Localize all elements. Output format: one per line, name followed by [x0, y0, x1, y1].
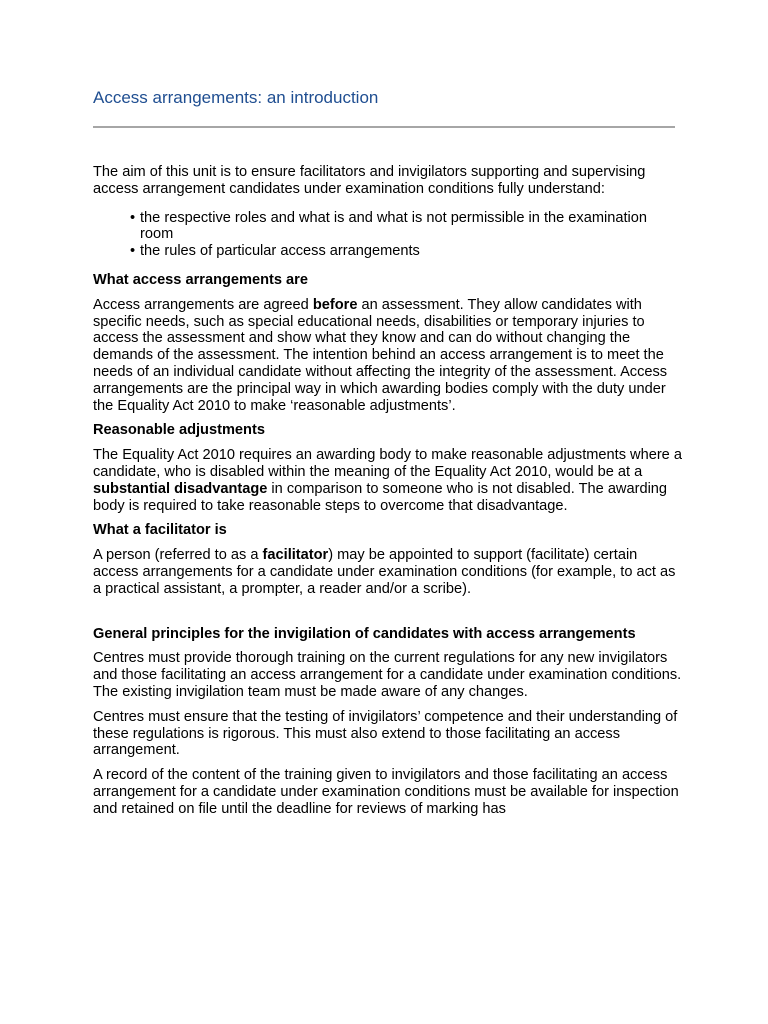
section-heading-what-are: What access arrangements are — [93, 271, 308, 288]
emphasis-text: facilitator — [262, 547, 329, 564]
reasonable-paragraph — [93, 447, 683, 514]
page-title: Access arrangements: an introduction — [93, 88, 379, 107]
title-divider — [93, 126, 675, 128]
general-paragraph-1: Centres must provide thorough training on the current regulations for any new invigilators and those facilitating an access arrangement for a candidate under examination conditions. The existing invigilation team must be made aware of any changes. — [93, 650, 682, 700]
text-run: in comparison to someone who is not disabled. The awarding body is required to take reasonable steps to overcome that disadvantage. — [93, 480, 668, 514]
what-are-paragraph — [93, 297, 683, 415]
facilitator-paragraph — [93, 547, 683, 597]
emphasis-text: before — [312, 296, 358, 313]
section-heading-reasonable: Reasonable adjustments — [93, 422, 265, 439]
bullet-icon: • — [130, 209, 136, 226]
list-item-text: the respective roles and what is and what is not permissible in the examination room — [140, 209, 647, 243]
text-run: The Equality Act 2010 requires an awarding body to make reasonable adjustments where a candidate, who is disabled within the meaning of the Equality Act 2010, would be at a — [93, 447, 682, 480]
section-heading-general: General principles for the invigilation of candidates with access arrangements — [93, 625, 636, 642]
text-run: an assessment. They allow candidates with specific needs, such as special educational needs, disabilities or temporary injuries to access the assessment and show what they know and can do without changing the demands of the assessment. The intention behind an access arrangement is to meet the needs of an individual candidate without affecting the integrity of the assessment. Access arrangements are the principal way in which awarding bodies comply with the duty under the Equality Act 2010 to make ‘reasonable adjustments’. — [93, 296, 668, 414]
intro-paragraph: The aim of this unit is to ensure facilitators and invigilators supporting and supervising access arrangement candidates under examination conditions fully understand: — [93, 164, 646, 197]
document-body — [93, 164, 683, 826]
text-run: A person (referred to as a — [93, 547, 263, 564]
list-item-text: the rules of particular access arrangements — [140, 243, 420, 260]
general-paragraph-3: A record of the content of the training given to invigilators and those facilitating an access arrangement for a candidate under examination conditions must be available for inspection and retained on file until the deadline for reviews of marking has — [93, 767, 679, 817]
text-run: Access arrangements are agreed — [93, 296, 313, 313]
emphasis-text: substantial disadvantage — [93, 480, 268, 497]
section-heading-facilitator: What a facilitator is — [93, 522, 227, 539]
aims-list — [93, 210, 683, 260]
list-item — [130, 243, 683, 260]
general-paragraph-2: Centres must ensure that the testing of invigilators’ competence and their understanding of these regulations is rigorous. This must also extend to those facilitating an access arrangement. — [93, 708, 678, 759]
bullet-icon: • — [130, 243, 136, 260]
text-run: ) may be appointed to support (facilitate) certain access arrangements for a candidate under examination conditions (for example, to act as a practical assistant, a prompter, a reader and/or a scribe). — [93, 547, 676, 597]
list-item — [130, 210, 683, 244]
